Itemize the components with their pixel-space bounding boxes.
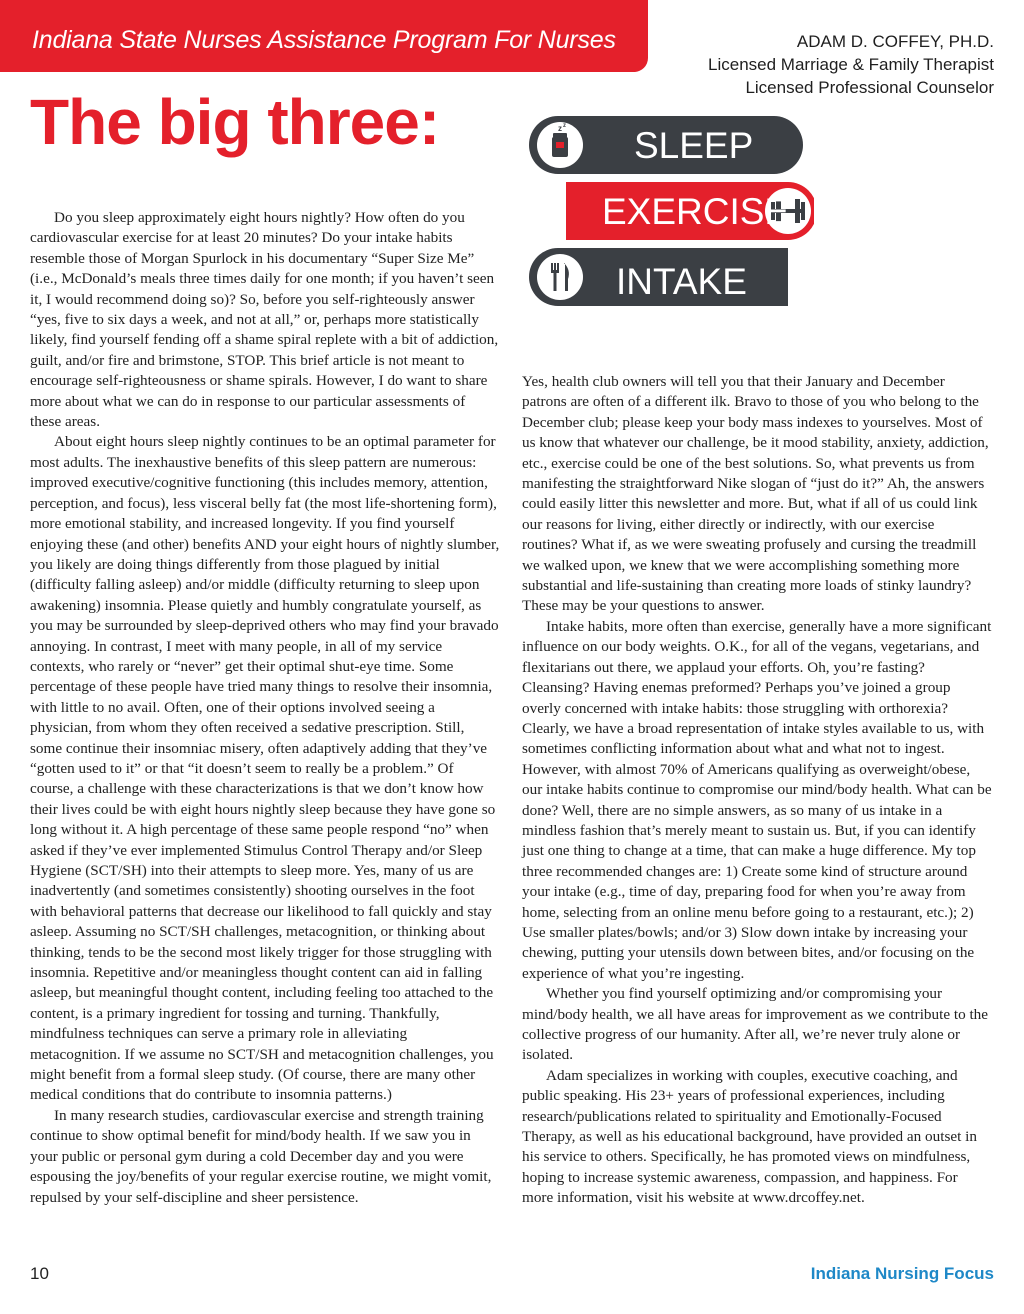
graphic-corner-accent (754, 306, 788, 340)
publication-name: Indiana Nursing Focus (810, 1264, 994, 1283)
sleep-label: SLEEP (634, 125, 754, 166)
author-credential-2: Licensed Professional Counselor (745, 78, 994, 97)
paragraph: About eight hours sleep nightly continues to be an optimal parameter for most adults. The inexhaustive benefits of this sleep pattern are numerous: improved executive/cognitive functioning (this includes memory, attention, perception, and focus), less visceral belly fat (the most life-shortening form), more emotional stability, and increased longevity. If you find yourself enjoying these (and other) benefits AND your eight hours of nightly slumber, you likely are doing things differently from those plagued by initial (difficulty falling asleep) and/or middle (difficulty returning to sleep upon awakening) insomnia. Please quietly and humbly congratulate yourself, as you may be surrounded by sleep-deprived others who may find your bravado annoying. In contrast, I meet with many people, in all of my service contexts, who rarely or “never” get their optimal shut-eye time. Some percentage of these people have tried many things to resolve their insomnia, with little to no avail. Often, one of their options involved seeing a physician, from whom they often received a sedative prescription. Still, some continue their insomniac misery, often adaptively adding that they’ve “gotten used to it” or that “it doesn’t seem to really be a problem.” Of course, a challenge with these characterizations is that we don’t know how their lives could be with eight hours nightly sleep because they have gone so long without it. A high percentage of these same people respond “no” when asked if they’ve ever implemented Stimulus Control Therapy and/or Sleep Hygiene (SCT/SH) into their attempts to sleep more. Yes, many of us are inadvertently (and sometimes consistently) shooting ourselves in the foot with behavioral patterns that decrease our likelihood to fall quickly and stay asleep. Assuming no SCT/SH challenges, metacognition, or thinking about thinking, tends to be the second most likely trigger for those struggling with insomnia. Repetitive and/or meaningless thought content can aid in falling asleep, but meaningful thought content, including feeling too attached to the content, is a primary ingredient for tossing and turning. Thankfully, mindfulness techniques can serve a primary role in alleviating metacognition. If we assume no SCT/SH and metacognition challenges, you might benefit from a formal sleep study. (Of course, there are many other medical conditions that do contribute to insomnia patterns.) (30, 433, 500, 1104)
page-number: 10 (30, 1264, 49, 1283)
banner-title: Indiana State Nurses Assistance Program For Nurses (32, 26, 616, 54)
paragraph: In many research studies, cardiovascular exercise and strength training continue to show optimal benefit for mind/body health. If we saw you in your public or personal gym during a cold December day and you were espousing the joy/benefits of your regular exercise routine, we might vomit, repulsed by your self-discipline and sheer persistence. (30, 1106, 492, 1206)
author-name: ADAM D. COFFEY, PH.D. (796, 32, 994, 51)
paragraph: Whether you find yourself optimizing and/or compromising your mind/body health, we all have areas for improvement as we contribute to the collective progress of our humanity. After all, we’re never truly alone or isolated. (522, 985, 989, 1064)
header-banner (0, 0, 648, 72)
article-title: The big three: (30, 86, 440, 158)
svg-text:z: z (563, 123, 566, 129)
big-three-graphic (514, 112, 814, 340)
paragraph: Do you sleep approximately eight hours nightly? How often do you cardiovascular exercise for at least 20 minutes? Do your intake habits resemble those of Morgan Spurlock in his documentary “Super Size Me” (i.e., McDonald’s meals three times daily for one month; if you haven’t seen it, I would recommend doing so)? So, before you self-righteously answer “yes, five to six days a week, and not at all,” or, perhaps more statistically likely, find yourself fending off a shame spiral replete with a bit of addiction, guilt, and/or fire and brimstone, STOP. This brief article is not meant to encourage self-righteousness or shame spirals. However, I do want to share more about what we can do in response to our particular assessments of these areas. (30, 209, 499, 431)
paragraph: Intake habits, more often than exercise, generally have a more significant influence on our body weights. O.K., for all of the vegans, vegetarians, and flexitarians out there, we applaud your efforts. Oh, you’re fasting? Cleansing? Having enemas preformed? Perhaps you’ve joined a group overly concerned with intake habits: those struggling with orthorexia? Clearly, we have a broad representation of intake styles available to us, with sometimes conflicting information about what and what not to ingest. However, with almost 70% of Americans qualifying as overweight/obese, our intake habits continue to compromise our mind/body health. What can be done? Well, there are no simple answers, as so many of us intake in a mindless fashion that’s merely meant to sustain us. But, if you can identify just one thing to change at a time, that can make a huge difference. My top three recommended changes are: 1) Create some kind of structure around your intake (e.g., time of day, preparing food for when you’re away from home, selecting from an online menu before going to a restaurant, etc.); 2) Use smaller plates/bowls; and/or 3) Slow down intake by increasing your chewing, putting your utensils down between bites, and/or focusing on the experience of what you’re ingesting. (522, 617, 992, 982)
exercise-label: EXERCISE (602, 191, 790, 232)
svg-text:z: z (558, 124, 562, 133)
intake-icon-circle (537, 254, 583, 300)
author-credential-1: Licensed Marriage & Family Therapist (708, 55, 994, 74)
intake-label: INTAKE (616, 261, 747, 302)
right-column (522, 372, 992, 1209)
left-column (30, 208, 500, 1208)
author-bio: Adam specializes in working with couples, executive coaching, and public speaking. His 23+ years of professional experiences, including research/publications related to spirituality and Emotionally-Focused Therapy, as well as his educational background, have provided an outset in his service to others. Specifically, he has promoted views on mindfulness, hoping to increase systemic awareness, compassion, and happiness. For more information, visit his website at www.drcoffey.net. (522, 1066, 977, 1207)
author-block (708, 30, 994, 99)
paragraph: Yes, health club owners will tell you that their January and December patrons are often of a different ilk. Bravo to those of you who belong to the December club; please keep your body mass indexes to yourselves. Most of us know that whatever our challenge, be it mood stability, anxiety, addiction, etc., exercise could be one of the best solutions. So, what prevents us from manifesting the straightforward Nike slogan of “just do it?” Ah, the answers could easily litter this newsletter and more. But, what if all of us could link our reasons for living, either directly or indirectly, with our exercise routines? What if, as we were sweating profusely and cursing the treadmill we walked upon, we knew that we were accomplishing something more substantial and life-sustaining than creating more loads of stinky laundry? These may be your questions to answer. (522, 373, 989, 615)
